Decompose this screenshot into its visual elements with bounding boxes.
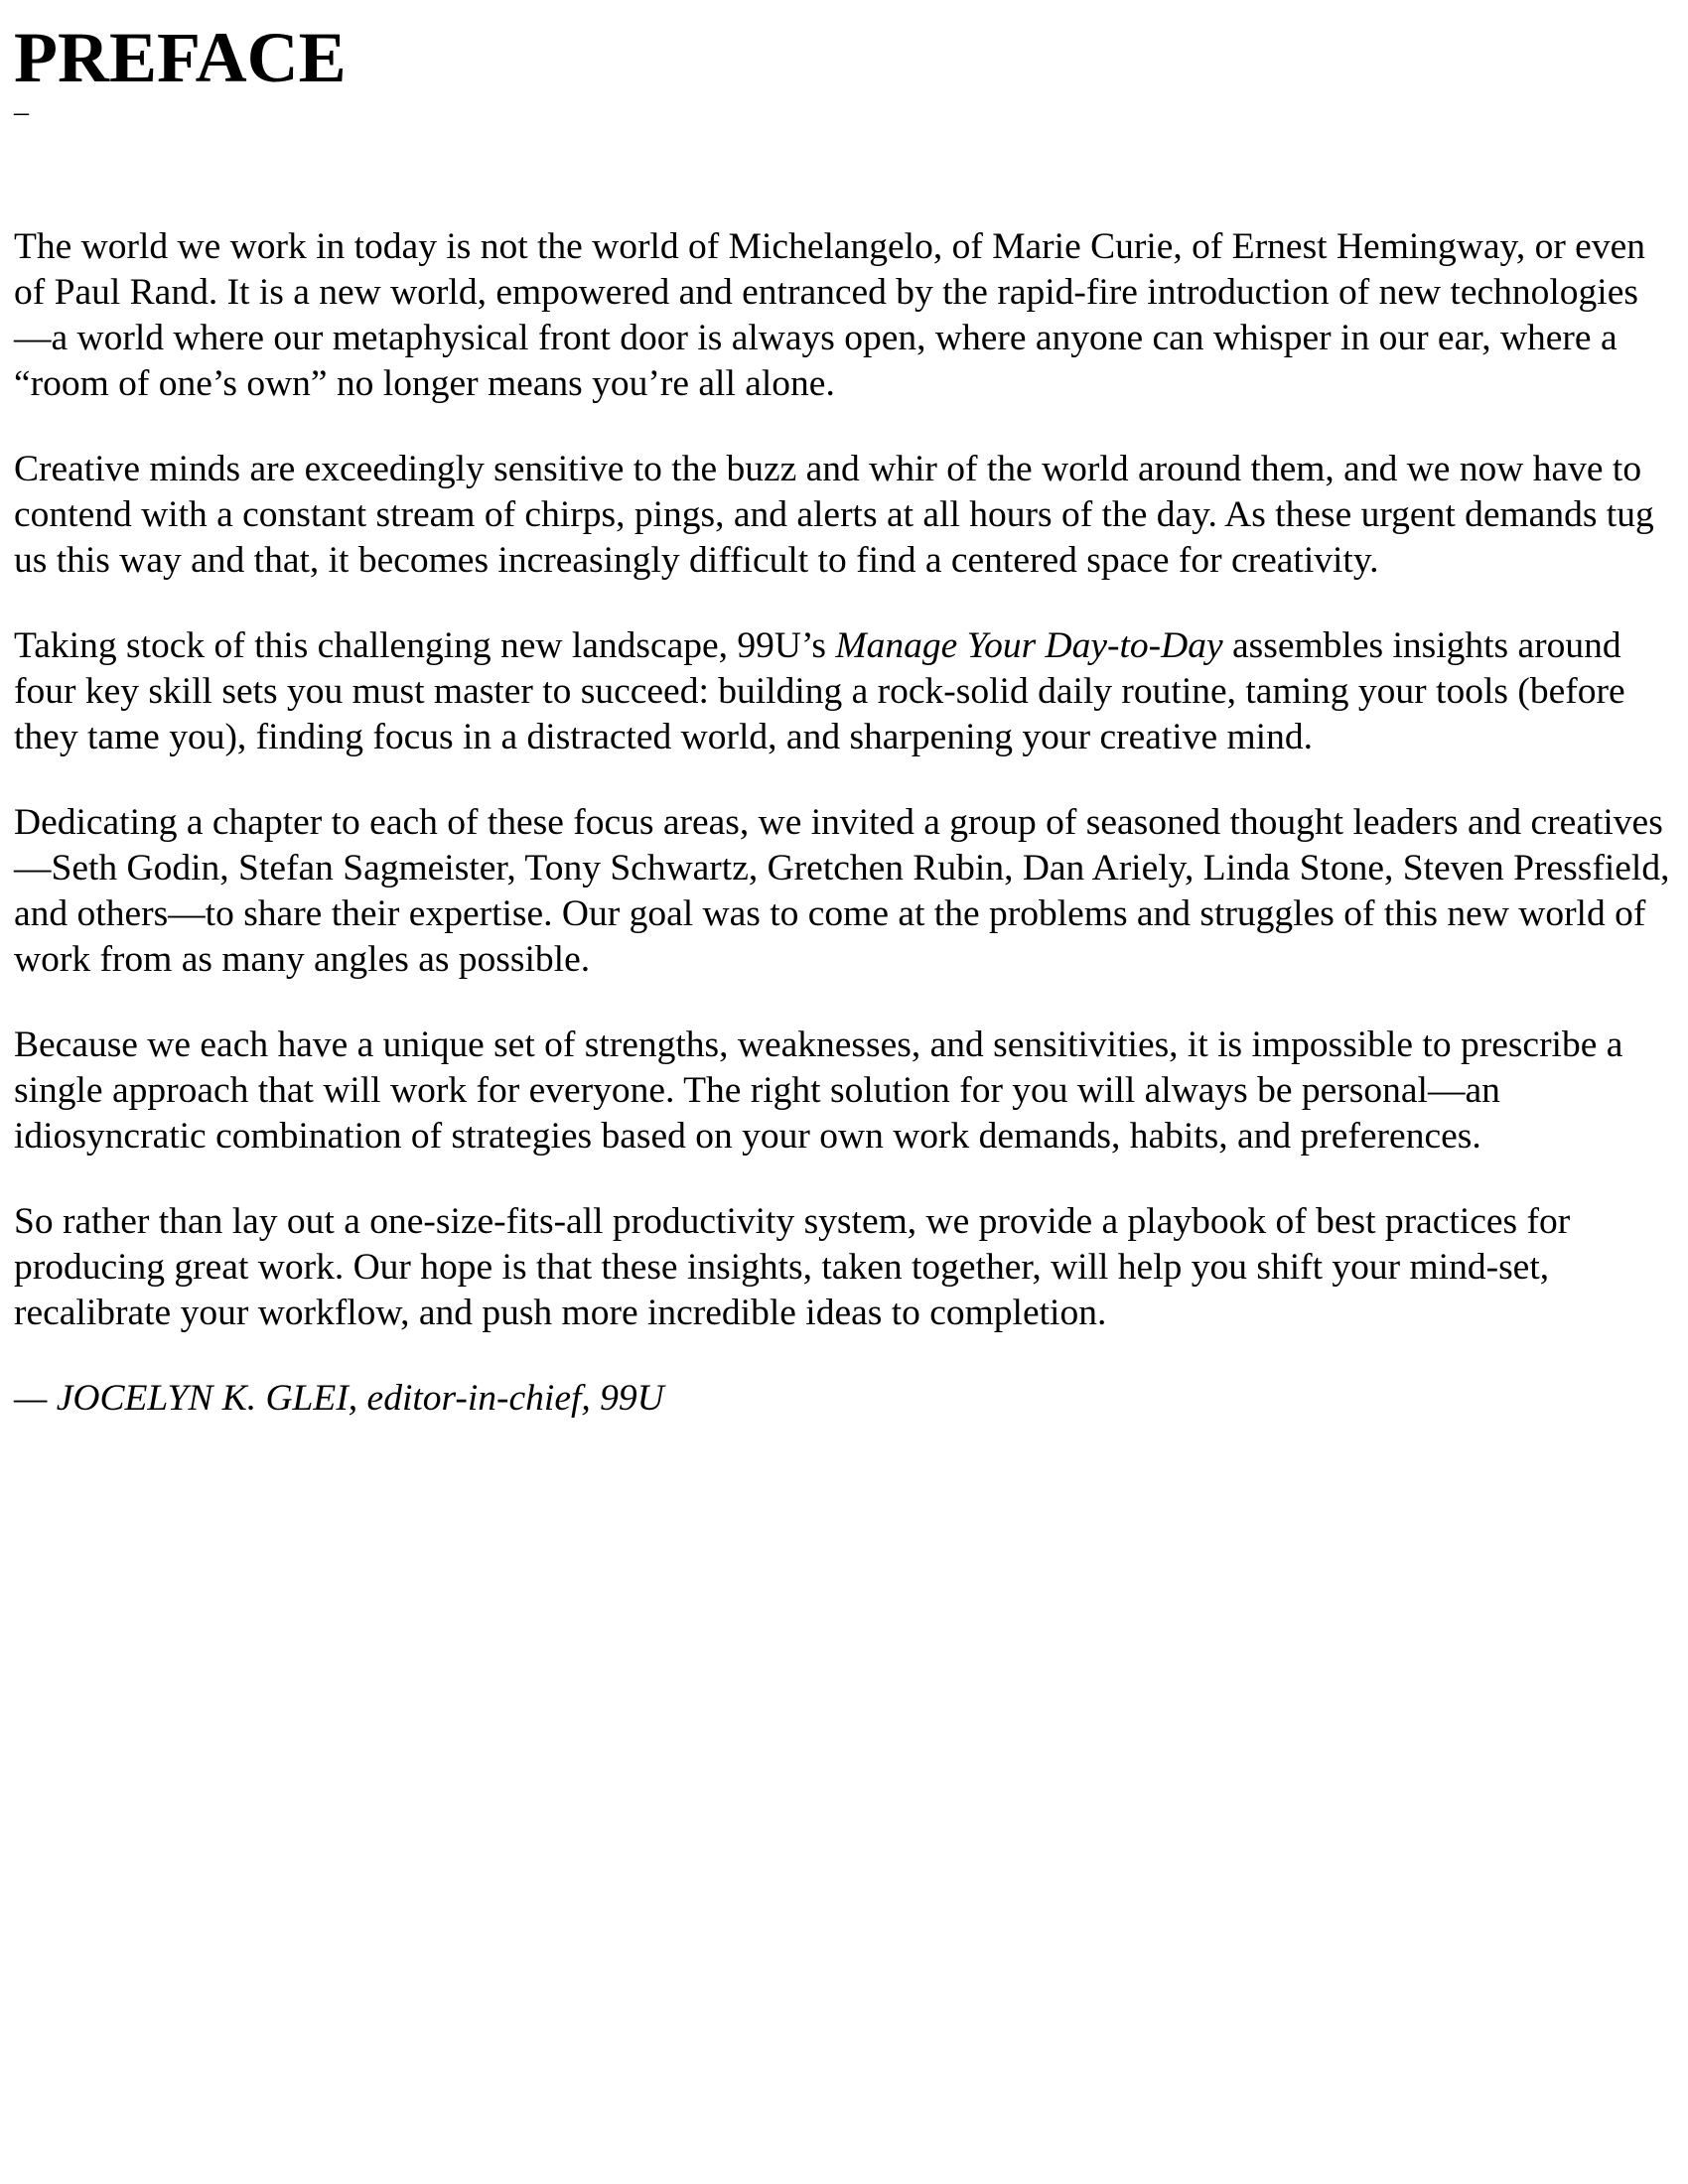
paragraph-6: So rather than lay out a one-size-fits-all productivity system, we provide a playbook of best practices for producing great work. Our hope is that these insights, taken together, will help you shift your mind-set, recalibrate your workflow, and push more incredible ideas to completion. <box>14 1201 1571 1333</box>
page-title: PREFACE <box>14 18 347 97</box>
preface-body <box>14 224 1674 1422</box>
document-page <box>14 0 1674 1422</box>
paragraph-5: Because we each have a unique set of strengths, weaknesses, and sensitivities, it is impossible to prescribe a single approach that will work for everyone. The right solution for you will always be personal—an idiosyncratic combination of strategies based on your own work demands, habits, and preferences. <box>14 1024 1623 1157</box>
paragraph-4: Dedicating a chapter to each of these focus areas, we invited a group of seasoned thought leaders and creatives—Seth Godin, Stefan Sagmeister, Tony Schwartz, Gretchen Rubin, Dan Ariely, Linda Stone, Steven Pressfield, and others—to share their expertise. Our goal was to come at the problems and struggles of this new world of work from as many angles as possible. <box>14 802 1670 980</box>
book-title-italic: Manage Your Day-to-Day <box>835 625 1223 666</box>
paragraph-1: The world we work in today is not the world of Michelangelo, of Marie Curie, of Ernest Hemingway, or even of Paul Rand. It is a new world, empowered and entranced by the rapid-fire introduction of new technologies—a world where our metaphysical front door is always open, where anyone can whisper in our ear, where a “room of one’s own” no longer means you’re all alone. <box>14 226 1645 404</box>
paragraph-3-text-end: assembles insights around four key skill sets you must master to succeed: building a rock-solid daily routine, taming your tools (before they tame you), finding focus in a distracted world, and sharpening your creative mind. <box>14 625 1625 757</box>
paragraph-2: Creative minds are exceedingly sensitive to the buzz and whir of the world around them, and we now have to contend with a constant stream of chirps, pings, and alerts at all hours of the day. As these urgent demands tug us this way and that, it becomes increasingly difficult to find a centered space for creativity. <box>14 449 1654 581</box>
author-signature: — JOCELYN K. GLEI, editor-in-chief, 99U <box>14 1378 664 1419</box>
paragraph-3 <box>14 623 1674 760</box>
paragraph-3-text-start: Taking stock of this challenging new landscape, 99U’s <box>14 625 836 666</box>
title-dash: – <box>14 95 29 128</box>
